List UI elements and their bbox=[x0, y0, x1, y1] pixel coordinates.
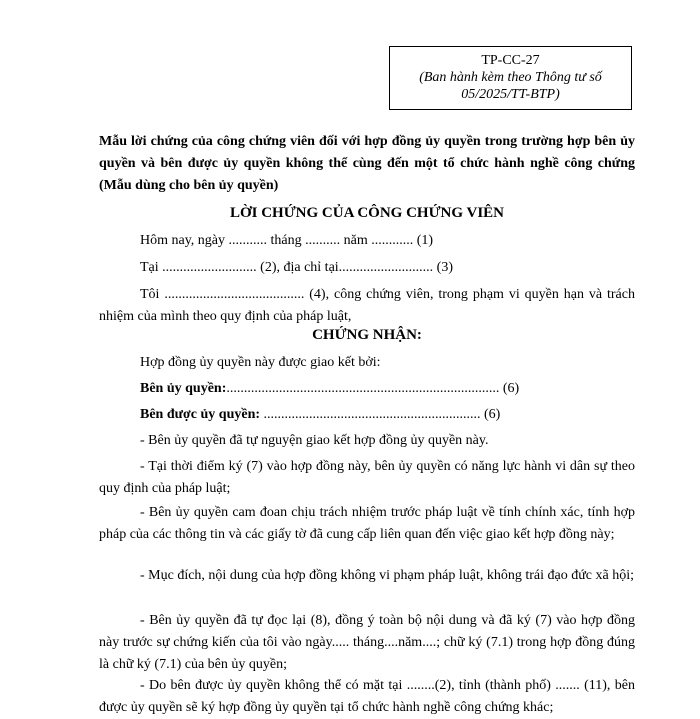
clause-accuracy: - Bên ủy quyền cam đoan chịu trách nhiệm trước pháp luật về tính chính xác, tính hợp pháp của các thông tin và các giấy tờ đã cung cấp liên quan đến việc giao kết hợp đồng này; bbox=[99, 505, 635, 542]
clause-voluntary: - Bên ủy quyền đã tự nguyện giao kết hợp đồng ủy quyền này. bbox=[140, 433, 489, 448]
clause-remote-agent: - Do bên được ủy quyền không thể có mặt tại ........(2), tỉnh (thành phố) ....... (11), bên được ủy quyền sẽ ký hợp đồng ủy quyền tại tổ chức hành nghề công chứng khác; bbox=[99, 678, 635, 715]
principal-label: Bên ủy quyền: bbox=[140, 381, 227, 396]
contract-intro: Hợp đồng ủy quyền này được giao kết bởi: bbox=[140, 355, 381, 370]
form-code-note-line2: 05/2025/TT-BTP) bbox=[461, 87, 560, 102]
certify-title: CHỨNG NHẬN: bbox=[312, 327, 422, 343]
principal-line bbox=[140, 378, 635, 400]
certificate-title: LỜI CHỨNG CỦA CÔNG CHỨNG VIÊN bbox=[229, 205, 505, 221]
clause-capacity: - Tại thời điểm ký (7) vào hợp đồng này, bên ủy quyền có năng lực hành vi dân sự theo quy định của pháp luật; bbox=[99, 459, 635, 496]
clause-purpose: - Mục đích, nội dung của hợp đồng không vi phạm pháp luật, không trái đạo đức xã hội; bbox=[140, 568, 635, 583]
place-line: Tại ........................... (2), địa chỉ tại........................... (3) bbox=[140, 260, 454, 275]
document-heading: Mẫu lời chứng của công chứng viên đối với hợp đồng ủy quyền trong trường hợp bên ủy quyền và bên được ủy quyền không thể cùng đến một tổ chức hành nghề công chứng (Mẫu dùng cho bên ủy quyền) bbox=[99, 134, 635, 193]
principal-value: .............................................................................. (6) bbox=[226, 381, 520, 396]
agent-value: .............................................................. (6) bbox=[260, 407, 501, 422]
form-code-note-line1: (Ban hành kèm theo Thông tư số bbox=[419, 70, 602, 85]
form-code: TP-CC-27 bbox=[481, 53, 540, 68]
agent-line bbox=[140, 404, 635, 426]
agent-label: Bên được ủy quyền: bbox=[140, 407, 261, 422]
clause-signature: - Bên ủy quyền đã tự đọc lại (8), đồng ý toàn bộ nội dung và đã ký (7) vào hợp đồng này trước sự chứng kiến của tôi vào ngày..... tháng....năm....; chữ ký (7.1) trong hợp đồng đúng là chữ ký (7.1) của bên ủy quyền; bbox=[99, 613, 635, 672]
date-line: Hôm nay, ngày ........... tháng .......... năm ............ (1) bbox=[140, 233, 434, 248]
notary-paragraph: Tôi ........................................ (4), công chứng viên, trong phạm vi quyền hạn và trách nhiệm của mình theo quy định của pháp luật, bbox=[99, 287, 635, 324]
form-code-box bbox=[389, 46, 632, 110]
